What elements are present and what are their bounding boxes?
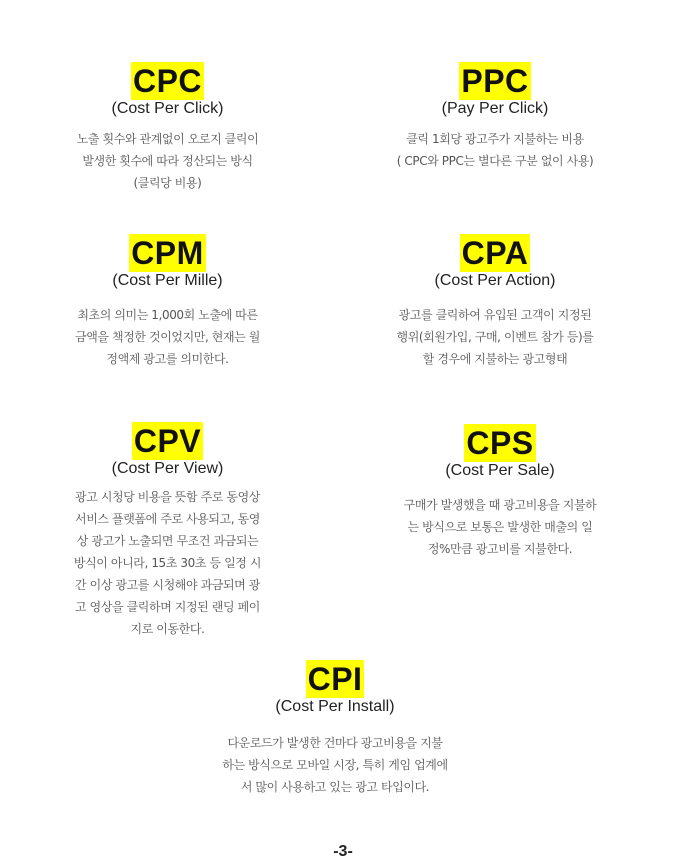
term-abbr: CPM: [131, 235, 204, 271]
term-full-name: (Cost Per Mille): [112, 272, 223, 289]
term-abbr: PPC: [461, 63, 529, 99]
term-abbr: CPC: [132, 63, 203, 99]
term-full-name: (Cost Per Install): [275, 698, 395, 715]
term-description: 광고를 클릭하여 유입된 고객이 지정된 행위(회원가입, 구매, 이벤트 참가 등)를 할 경우에 지불하는 광고형태: [396, 308, 594, 366]
term-description: 최초의 의미는 1,000회 노출에 따른 금액을 책정한 것이었지만, 현재는 월 정액제 광고를 의미한다.: [75, 308, 260, 366]
term-description: 노출 횟수와 관계없이 오로지 클릭이 발생한 횟수에 따라 정산되는 방식 (클릭당 비용): [76, 132, 259, 190]
term-abbr: CPI: [307, 661, 363, 697]
term-description: 클릭 1회당 광고주가 지불하는 비용 ( CPC와 PPC는 별다른 구분 없이 사용): [396, 132, 594, 168]
term-abbr: CPV: [133, 423, 202, 459]
term-full-name: (Cost Per Click): [111, 100, 224, 117]
page-number: -3-: [333, 843, 353, 860]
term-description: 광고 시청당 비용을 뜻함 주로 동영상 서비스 플랫폼에 주로 사용되고, 동영 상 광고가 노출되면 무조건 과금되는 방식이 아니라, 15초 30초 등 일정 시 간 이상 광고를 시청해야 과금되며 광 고 영상을 클릭하며 지정된 랜딩 페이 지로 이동한다.: [73, 490, 262, 636]
term-full-name: (Pay Per Click): [441, 100, 549, 117]
term-description: 다운로드가 발생한 건마다 광고비용을 지불 하는 방식으로 모바일 시장, 특히 게임 업계에 서 많이 사용하고 있는 광고 타입이다.: [222, 736, 448, 794]
term-cpi: [200, 660, 470, 798]
term-full-name: (Cost Per Sale): [445, 462, 555, 479]
term-full-name: (Cost Per Action): [434, 272, 556, 289]
term-full-name: (Cost Per View): [111, 460, 224, 477]
term-ppc: [370, 62, 620, 172]
term-abbr: CPA: [461, 235, 529, 271]
term-cpm: [40, 234, 295, 370]
term-cpc: [40, 62, 295, 194]
term-cpv: [40, 422, 295, 640]
term-description: 구매가 발생했을 때 광고비용을 지불하 는 방식으로 보통은 발생한 매출의 일 정%만큼 광고비를 지불한다.: [403, 498, 597, 556]
term-cps: [370, 424, 630, 560]
term-abbr: CPS: [466, 425, 534, 461]
term-cpa: [370, 234, 620, 370]
